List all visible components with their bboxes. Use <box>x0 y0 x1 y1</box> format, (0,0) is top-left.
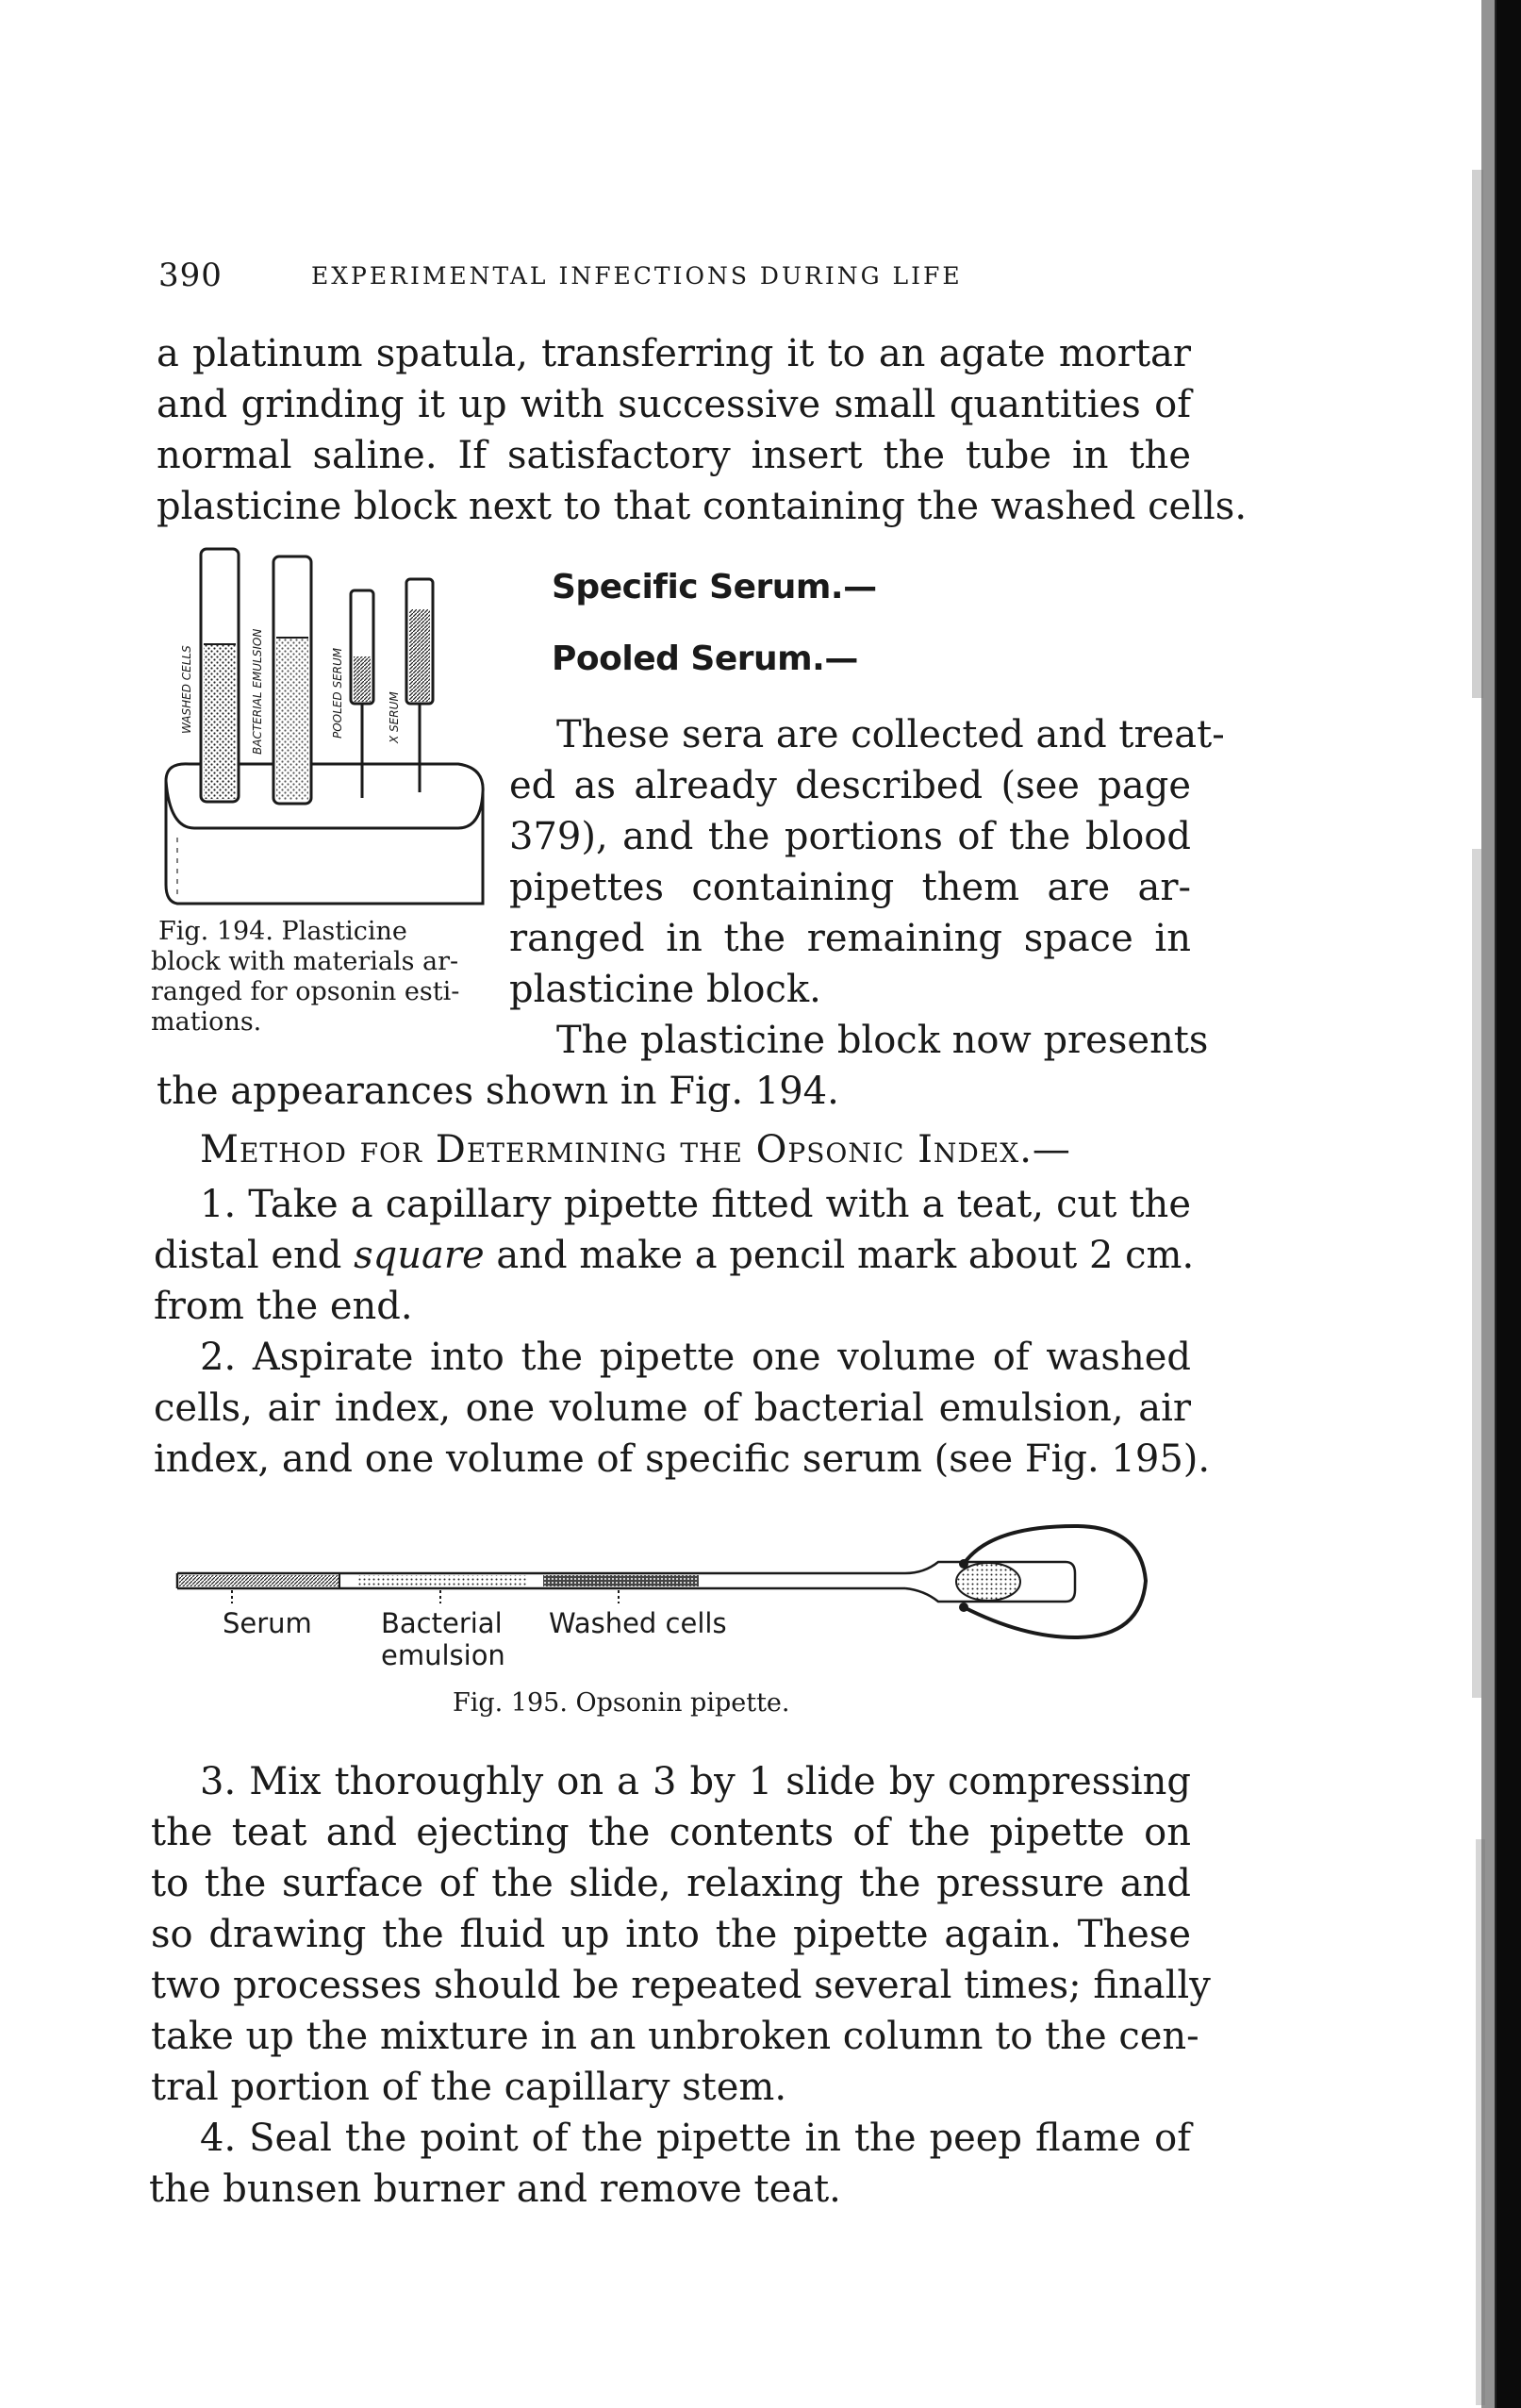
pipette-label-serum: Serum <box>223 1607 312 1639</box>
para2-line: ranged in the remaining space in <box>509 917 1191 960</box>
fig194-caption-line: mations. <box>151 1007 262 1037</box>
tube-label-pooled-serum: POOLED SERUM <box>331 647 344 739</box>
pipette-label-emulsion: emulsion <box>381 1639 505 1671</box>
pipette-label-bacterial: Bacterial <box>381 1607 503 1639</box>
step3-line: two processes should be repeated several times; finally <box>151 1964 1211 2007</box>
step3-line: tral portion of the capillary stem. <box>151 2066 787 2109</box>
step2-line: cells, air index, one volume of bacterial emulsion, air <box>154 1387 1191 1430</box>
tube-label-washed-cells: WASHED CELLS <box>180 645 193 734</box>
para2-line: These sera are collected and treat- <box>556 713 1225 756</box>
para2-line: 379), and the portions of the blood <box>509 815 1191 858</box>
step3-line: 3. Mix thoroughly on a 3 by 1 slide by compressing <box>200 1760 1191 1803</box>
step3-line: take up the mixture in an unbroken column to the cen- <box>151 2015 1199 2058</box>
fig194-caption-line: Fig. 194. Plasticine <box>158 917 407 946</box>
page-edge-shadow <box>1455 0 1521 2408</box>
para3-line: The plasticine block now presents <box>556 1019 1209 1062</box>
para1-line: normal saline. If satisfactory insert the tube in the <box>157 434 1191 477</box>
step4-line: the bunsen burner and remove teat. <box>149 2167 841 2211</box>
pipette-label-washed-cells: Washed cells <box>549 1607 727 1639</box>
para3-line: the appearances shown in Fig. 194. <box>157 1070 839 1113</box>
fig195-caption: Fig. 195. Opsonin pipette. <box>453 1688 790 1718</box>
heading-specific-serum: Specific Serum.— <box>552 568 877 606</box>
tube-label-x-serum: X SERUM <box>388 691 401 743</box>
step2-line: 2. Aspirate into the pipette one volume of washed <box>200 1336 1191 1379</box>
para2-line: ed as already described (see page <box>509 764 1191 807</box>
para1-line: a platinum spatula, transferring it to an agate mortar <box>157 332 1191 375</box>
tube-label-bacterial-emulsion: BACTERIAL EMULSION <box>251 628 264 755</box>
para1-line: plasticine block next to that containing the washed cells. <box>157 485 1248 528</box>
para2-line: pipettes containing them are ar- <box>509 866 1191 909</box>
method-heading: Method for Determining the Opsonic Index.— <box>200 1128 1071 1171</box>
running-header <box>151 257 1198 304</box>
step1-line: 1. Take a capillary pipette fitted with a teat, cut the <box>200 1183 1191 1226</box>
step2-line: index, and one volume of specific serum (see Fig. 195). <box>154 1437 1211 1481</box>
step4-line: 4. Seal the point of the pipette in the peep flame of <box>200 2117 1191 2160</box>
heading-pooled-serum: Pooled Serum.— <box>552 639 858 678</box>
step3-line: so drawing the fluid up into the pipette again. These <box>151 1913 1191 1956</box>
fig194-caption-line: ranged for opsonin esti- <box>151 977 460 1006</box>
fig194-caption-line: block with materials ar- <box>151 947 459 976</box>
step1-line: from the end. <box>154 1285 413 1328</box>
fig194-plasticine-block <box>157 545 496 908</box>
para2-line: plasticine block. <box>509 968 821 1011</box>
step1-line: distal end square and make a pencil mark about 2 cm. <box>154 1234 1195 1277</box>
para1-line: and grinding it up with successive small quantities of <box>157 383 1191 426</box>
step3-line: to the surface of the slide, relaxing the pressure and <box>151 1862 1191 1905</box>
step3-line: the teat and ejecting the contents of the pipette on <box>151 1811 1191 1854</box>
running-title: EXPERIMENTAL INFECTIONS DURING LIFE <box>311 262 963 290</box>
page-number: 390 <box>158 257 223 294</box>
